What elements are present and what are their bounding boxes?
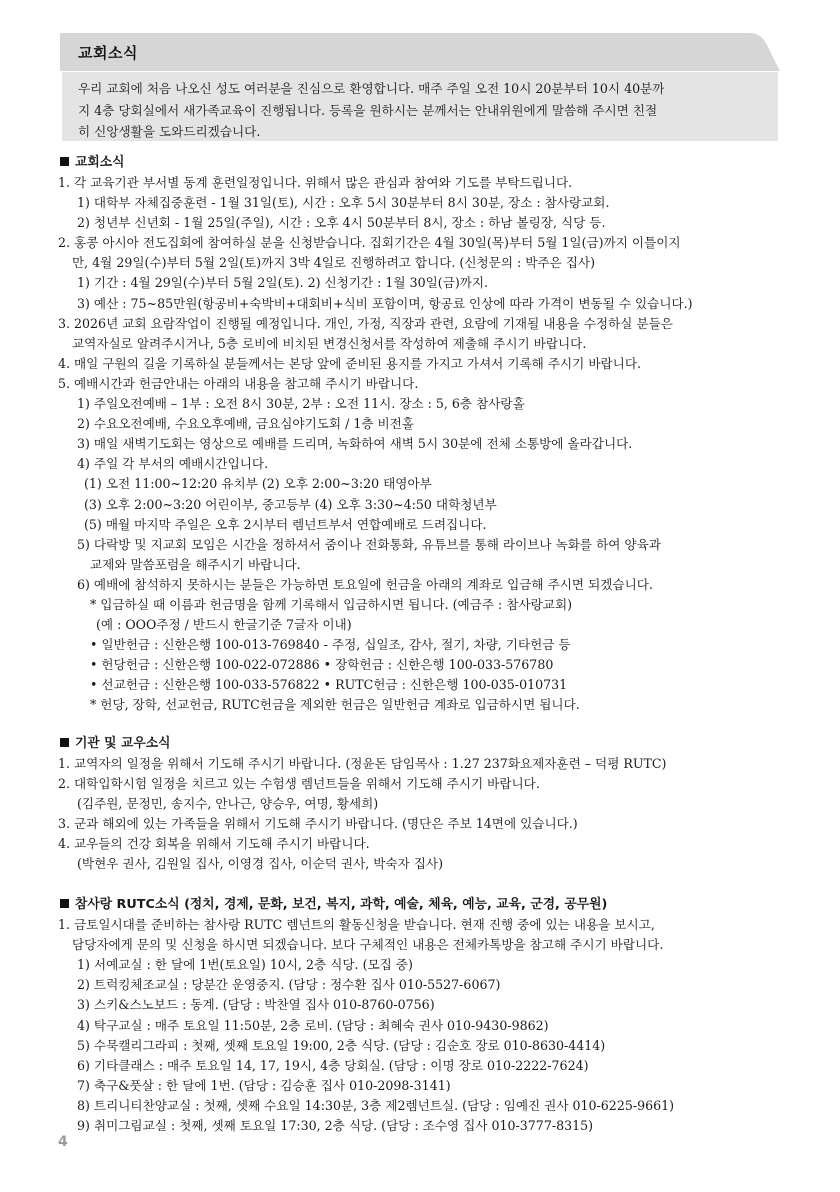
- list-item: 5) 다락방 및 지교회 모임은 시간을 정하셔서 줌이나 전화통화, 유튜브를 통해 라이브나 녹화를 하여 양육과: [77, 536, 661, 552]
- list-item: 3) 예산 : 75~85만원(항공비+숙박비+대회비+식비 포함이며, 항공료 인상에 따라 가격이 변동될 수 있습니다.): [77, 295, 693, 311]
- list-item: * 입금하실 때 이름과 헌금명을 함께 기록해서 입금하시면 됩니다. (예금주 : 참사랑교회): [90, 596, 573, 612]
- list-item: 2. 홍콩 아시아 전도집회에 참여하실 분을 신청받습니다. 집회기간은 4월 30일(목)부터 5월 1일(금)까지 이틀이지: [58, 235, 681, 251]
- list-item: 교제와 말씀포럼을 해주시기 바랍니다.: [90, 556, 301, 572]
- list-item: 1. 교역자의 일정을 위해서 기도해 주시기 바랍니다. (정윤돈 담임목사 : 1.27 237화요제자훈련 – 덕평 RUTC): [58, 755, 667, 771]
- intro-line: 우리 교회에 처음 나오신 성도 여러분을 진심으로 환영합니다. 매주 주일 오전 10시 20분부터 10시 40분까: [78, 81, 665, 96]
- list-item: 2) 수요오전예배, 수요오후예배, 금요심야기도회 / 1층 비전홀: [77, 416, 415, 432]
- list-item: 1) 기간 : 4월 29일(수)부터 5월 2일(토). 2) 신청기간 : 1월 30일(금)까지.: [77, 275, 489, 291]
- list-item: 2) 트럭킹체조교실 : 당분간 운영중지. (담당 : 정수환 집사 010-5527-6067): [77, 977, 501, 993]
- list-item: 3. 군과 해외에 있는 가족들을 위해서 기도해 주시기 바랍니다. (명단은 주보 14면에 있습니다.): [58, 815, 578, 831]
- list-item: • 헌당헌금 : 신한은행 100-022-072886 • 장학헌금 : 신한은행 100-033-576780: [90, 657, 554, 673]
- list-item: • 일반헌금 : 신한은행 100-013-769840 - 주정, 십일조, 감사, 절기, 차량, 기타헌금 등: [90, 637, 571, 653]
- list-item: 2. 대학입학시험 일정을 치르고 있는 수험생 렘넌트들을 위해서 기도해 주시기 바랍니다.: [58, 775, 540, 791]
- list-item: 8) 트리니티찬양교실 : 첫째, 셋째 수요일 14:30분, 3층 제2렘넌트실. (담당 : 임예진 권사 010-6225-9661): [77, 1097, 675, 1113]
- list-item: * 헌당, 장학, 선교헌금, RUTC헌금을 제외한 헌금은 일반헌금 계좌로 입금하시면 됩니다.: [90, 697, 580, 713]
- list-item: (1) 오전 11:00~12:20 유치부 (2) 오후 2:00~3:20 태영아부: [84, 476, 432, 492]
- list-item: 6) 예배에 참석하지 못하시는 분들은 가능하면 토요일에 헌금을 아래의 계좌로 입금해 주시면 되겠습니다.: [77, 576, 653, 592]
- intro-line: 지 4층 당회실에서 새가족교육이 진행됩니다. 등록을 원하시는 분께서는 안내위원에게 말씀해 주시면 친절: [78, 102, 658, 118]
- list-item: • 선교헌금 : 신한은행 100-033-576822 • RUTC헌금 : 신한은행 100-035-010731: [90, 677, 568, 693]
- list-item: (3) 오후 2:00~3:20 어린이부, 중고등부 (4) 오후 3:30~4:50 대학청년부: [84, 496, 497, 512]
- section-heading: 참사랑 RUTC소식 (정치, 경제, 문화, 보건, 복지, 과학, 예술, 체육, 예능, 교육, 군경, 공무원): [58, 895, 788, 915]
- intro-line: 히 신앙생활을 도와드리겠습니다.: [78, 124, 261, 139]
- list-item: 담당자에게 문의 및 신청을 하시면 되겠습니다. 보다 구체적인 내용은 전체카톡방을 참고해 주시기 바랍니다.: [72, 937, 664, 953]
- page-title: 교회소식: [78, 44, 138, 62]
- list-item: 만, 4월 29일(수)부터 5월 2일(토)까지 3박 4일로 진행하려고 합니다. (신청문의 : 박주은 집사): [72, 255, 595, 271]
- list-item: 1. 각 교육기관 부서별 동계 훈련일정입니다. 위해서 많은 관심과 참여와 기도를 부탁드립니다.: [58, 175, 573, 190]
- list-item: 4. 교우들의 건강 회복을 위해서 기도해 주시기 바랍니다.: [58, 835, 370, 851]
- list-item: (예 : OOO주정 / 반드시 한글기준 7글자 이내): [96, 617, 352, 633]
- list-item: (5) 매월 마지막 주일은 오후 2시부터 렘넌트부서 연합예배로 드려집니다.: [84, 516, 487, 532]
- list-item: 6) 기타클래스 : 매주 토요일 14, 17, 19시, 4층 당회실. (담당 : 이명 장로 010-2222-7624): [77, 1057, 589, 1073]
- section-heading: 기관 및 교우소식: [58, 734, 788, 754]
- intro-box: [62, 72, 778, 141]
- square-bullet-icon: [60, 899, 69, 908]
- list-item: 1. 금토일시대를 준비하는 참사랑 RUTC 렘넌트의 활동신청을 받습니다. 현재 진행 중에 있는 내용을 보시고,: [58, 917, 655, 933]
- list-item: 4. 매일 구원의 길을 기록하실 분들께서는 본당 앞에 준비된 용지를 가지고 가셔서 기록해 주시기 바랍니다.: [58, 355, 642, 371]
- content: [58, 153, 788, 1136]
- square-bullet-icon: [60, 157, 69, 166]
- list-item: 7) 축구&풋살 : 한 달에 1번. (담당 : 김승훈 집사 010-2098-3141): [77, 1077, 451, 1093]
- list-item: (박현우 권사, 김원일 집사, 이영경 집사, 이순덕 권사, 박숙자 집사): [77, 856, 444, 871]
- section-heading: 교회소식: [58, 153, 788, 173]
- list-item: 1) 대학부 자체집중훈련 - 1월 31일(토), 시간 : 오후 5시 30분부터 8시 30분, 장소 : 참사랑교회.: [77, 195, 610, 211]
- list-item: 교역자실로 알려주시거나, 5층 로비에 비치된 변경신청서를 작성하여 제출해 주시기 바랍니다.: [72, 335, 587, 351]
- header-band: [60, 33, 780, 71]
- list-item: 9) 취미그림교실 : 첫째, 셋째 토요일 17:30, 2층 식당. (담당 : 조수영 집사 010-3777-8315): [77, 1118, 594, 1134]
- list-item: 5) 수묵캘리그라피 : 첫째, 셋째 토요일 19:00, 2층 식당. (담당 : 김순호 장로 010-8630-4414): [77, 1037, 606, 1053]
- list-item: 1) 서예교실 : 한 달에 1번(토요일) 10시, 2층 식당. (모집 중): [77, 957, 413, 973]
- list-item: 5. 예배시간과 헌금안내는 아래의 내용을 참고해 주시기 바랍니다.: [58, 375, 419, 391]
- square-bullet-icon: [60, 738, 69, 747]
- list-item: 2) 청년부 신년회 - 1월 25일(주일), 시간 : 오후 4시 50분부터 8시, 장소 : 하남 볼링장, 식당 등.: [77, 215, 606, 231]
- list-item: 4) 탁구교실 : 매주 토요일 11:50분, 2층 로비. (담당 : 최혜숙 권사 010-9430-9862): [77, 1017, 549, 1033]
- list-item: 4) 주일 각 부서의 예배시간입니다.: [77, 456, 269, 472]
- list-item: (김주원, 문정민, 송지수, 안나근, 양승우, 여명, 황세희): [77, 795, 379, 811]
- list-item: 3) 스키&스노보드 : 동계. (담당 : 박찬열 집사 010-8760-0756): [77, 997, 435, 1013]
- list-item: 1) 주일오전예배 – 1부 : 오전 8시 30분, 2부 : 오전 11시. 장소 : 5, 6층 참사랑홀: [77, 396, 525, 412]
- page-number: 4: [58, 1134, 68, 1150]
- list-item: 3) 매일 새벽기도회는 영상으로 예배를 드리며, 녹화하여 새벽 5시 30분에 전체 소통방에 올라갑니다.: [77, 436, 633, 452]
- list-item: 3. 2026년 교회 요람작업이 진행될 예정입니다. 개인, 가정, 직장과 관련, 요람에 기재될 내용을 수정하실 분들은: [58, 315, 673, 331]
